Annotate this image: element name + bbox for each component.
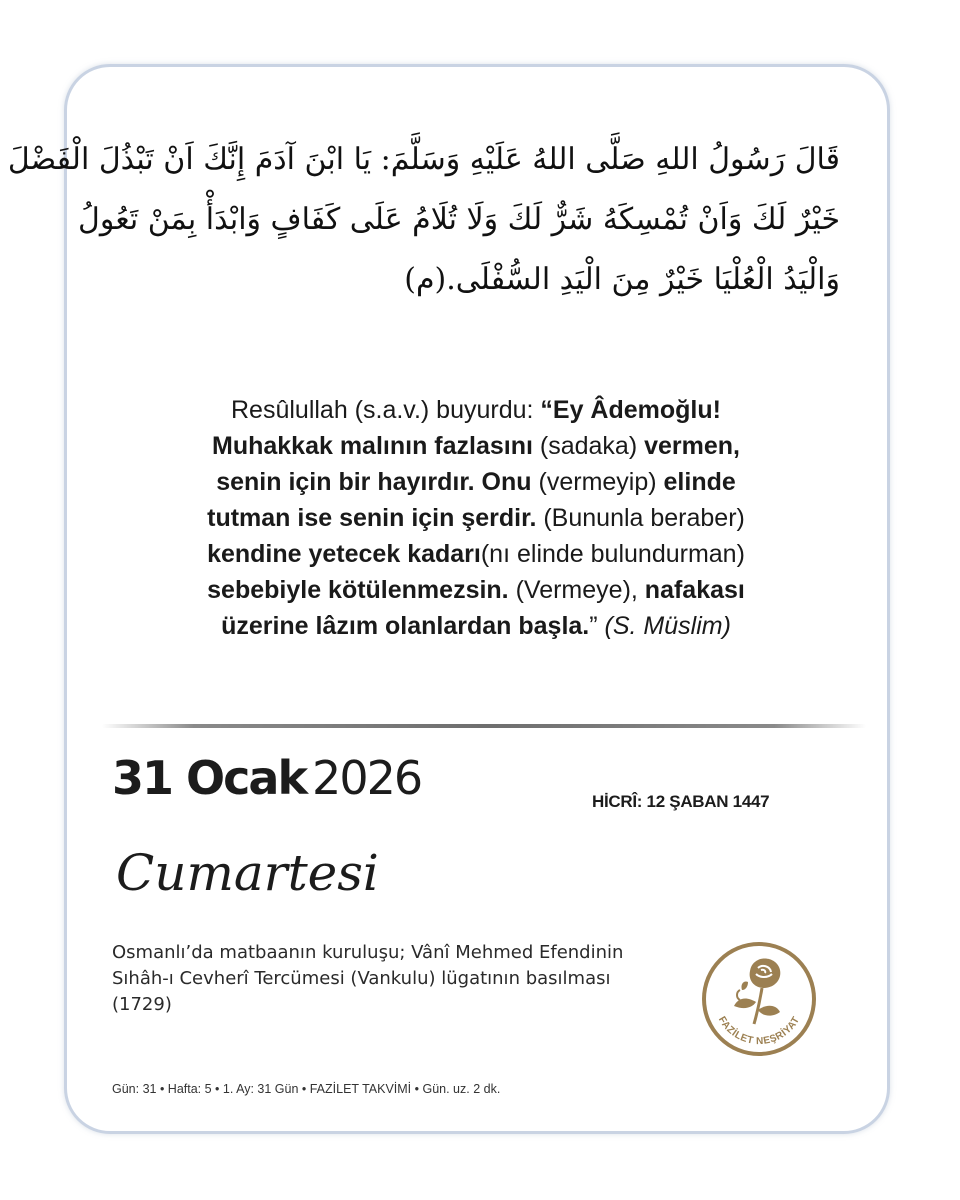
translation-line: tutman ise senin için şerdir. (Bununla beraber) bbox=[207, 504, 745, 532]
translation-line: sebebiyle kötülenmezsin. (Vermeye), nafakası bbox=[207, 576, 745, 604]
gregorian-date bbox=[112, 748, 421, 808]
translation-line: üzerine lâzım olanlardan başla.” (S. Müslim) bbox=[221, 612, 731, 640]
translation-line: kendine yetecek kadarı(nı elinde bulundurman) bbox=[207, 540, 745, 568]
logo-text: FAZİLET NEŞRİYAT bbox=[715, 1014, 803, 1048]
hijri-date: HİCRÎ: 12 ŞABAN 1447 bbox=[592, 792, 770, 811]
section-divider bbox=[102, 724, 866, 728]
translation-line: senin için bir hayırdır. Onu (vermeyip) elinde bbox=[216, 468, 736, 496]
rose-icon bbox=[700, 940, 818, 1058]
hadith-translation bbox=[100, 392, 852, 644]
hadith-arabic-line: خَيْرٌ لَكَ وَاَنْ تُمْسِكَهُ شَرٌّ لَكَ وَلَا تُلَامُ عَلَى كَفَافٍ وَابْدَأْ بِمَنْ تَعُولُ bbox=[78, 202, 840, 237]
translation-line: Muhakkak malının fazlasını (sadaka) vermen, bbox=[212, 432, 740, 460]
historical-event bbox=[112, 940, 692, 1018]
footer-info: Gün: 31 • Hafta: 5 • 1. Ay: 31 Gün • FAZİLET TAKVİMİ • Gün. uz. 2 dk. bbox=[112, 1082, 501, 1096]
hadith-arabic-line: قَالَ رَسُولُ اللهِ صَلَّى اللهُ عَلَيْهِ وَسَلَّمَ: يَا ابْنَ آدَمَ إِنَّكَ اَنْ تَبْذُلَ الْفَضْلَ bbox=[7, 142, 840, 177]
translation-line: Resûlullah (s.a.v.) buyurdu: “Ey Âdemoğlu! bbox=[231, 396, 721, 424]
source-citation: (S. Müslim) bbox=[604, 612, 731, 640]
event-line: (1729) bbox=[112, 994, 172, 1015]
event-line: Osmanlı’da matbaanın kuruluşu; Vânî Mehmed Efendinin bbox=[112, 942, 624, 963]
hadith-arabic-line: وَالْيَدُ الْعُلْيَا خَيْرٌ مِنَ الْيَدِ السُّفْلَى.(م) bbox=[404, 262, 840, 297]
hadith-arabic-text bbox=[7, 130, 840, 310]
date-day-month: 31 Ocak bbox=[112, 751, 307, 805]
date-year: 2026 bbox=[312, 751, 422, 805]
weekday-name: Cumartesi bbox=[116, 844, 379, 902]
fazilet-logo bbox=[700, 940, 818, 1058]
event-line: Sıhâh-ı Cevherî Tercümesi (Vankulu) lügatının basılması bbox=[112, 968, 611, 989]
